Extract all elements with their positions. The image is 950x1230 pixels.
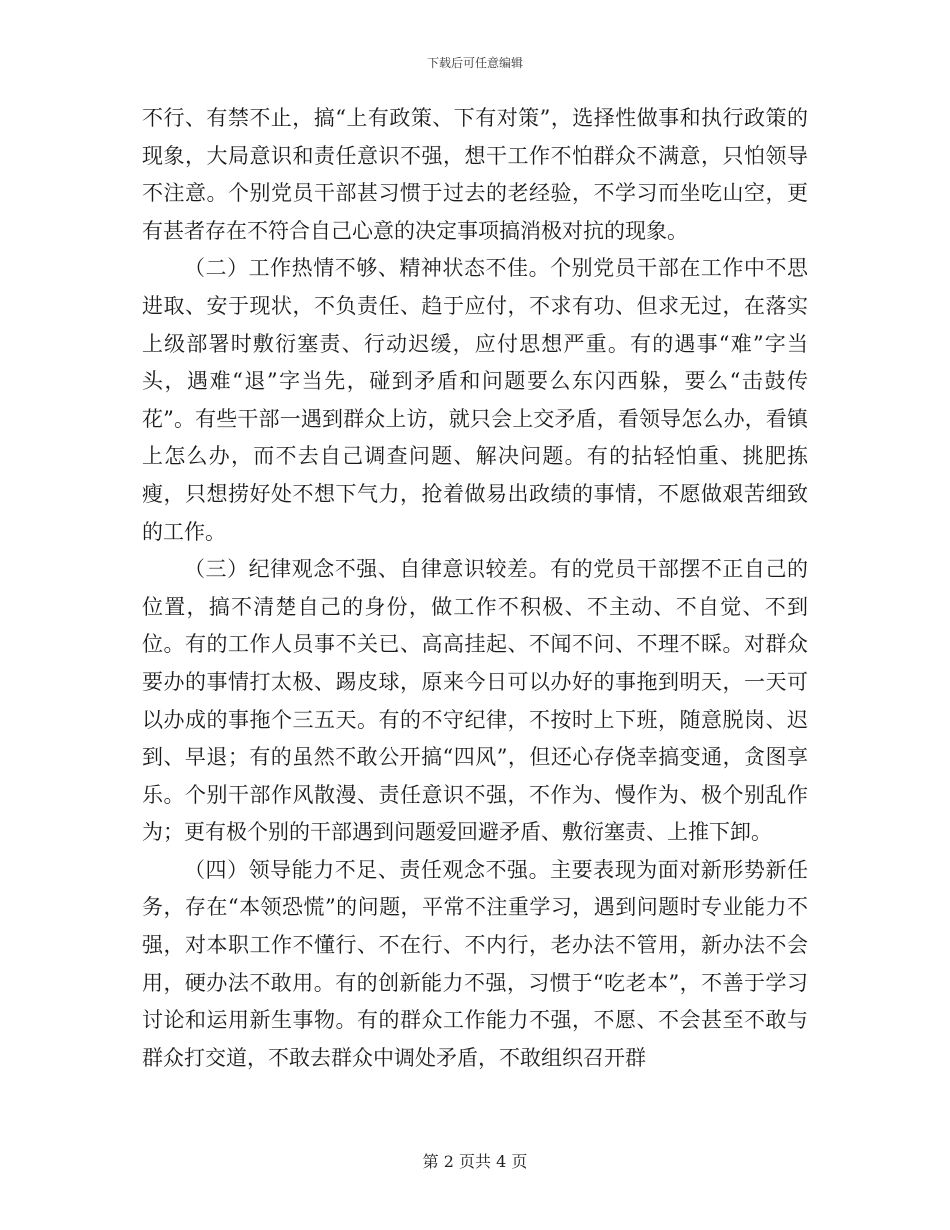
paragraph-section-3: （三）纪律观念不强、自律意识较差。有的党员干部摆不正自己的位置，搞不清楚自己的身份，做工作不积极、不主动、不自觉、不到位。有的工作人员事不关已、高高挂起、不闻不问、不理不睬。对群众要办的事情打太极、踢皮球，原来今日可以办好的事拖到明天，一天可以办成的事拖个三五天。有的不守纪律，不按时上下班，随意脱岗、迟到、早退；有的虽然不敢公开搞“四风”，但还心存侥幸搞变通，贪图享乐。个别干部作风散漫、责任意识不强，不作为、慢作为、极个别乱作为；更有极个别的干部遇到问题爱回避矛盾、敷衍塞责、上推下卸。 (142, 557, 808, 845)
paragraph-section-4: （四）领导能力不足、责任观念不强。主要表现为面对新形势新任务，存在“本领恐慌”的问题，平常不注重学习，遇到问题时专业能力不强，对本职工作不懂行、不在行、不内行，老办法不管用，新办法不会用，硬办法不敢用。有的创新能力不强，习惯于“吃老本”，不善于学习讨论和运用新生事物。有的群众工作能力不强，不愿、不会甚至不敢与群众打交道，不敢去群众中调处矛盾，不敢组织召开群 (142, 857, 808, 1070)
page-header-note: 下载后可任意编辑 (426, 56, 523, 70)
paragraph-section-2: （二）工作热情不够、精神状态不佳。个别党员干部在工作中不思进取、安于现状，不负责任、趋于应付，不求有功、但求无过，在落实上级部署时敷衍塞责、行动迟缓，应付思想严重。有的遇事“难”字当头，遇难“退”字当先，碰到矛盾和问题要么东闪西躲，要么“击鼓传花”。有些干部一遇到群众上访，就只会上交矛盾，看领导怎么办，看镇上怎么办，而不去自己调查问题、解决问题。有的拈轻怕重、挑肥拣瘦，只想捞好处不想下气力，抢着做易出政绩的事情，不愿做艰苦细致的工作。 (142, 256, 808, 544)
document-body (142, 100, 808, 1077)
page-number-footer: 第 2 页共 4 页 (422, 1152, 528, 1171)
paragraph-continuation: 不行、有禁不止，搞“上有政策、下有对策”，选择性做事和执行政策的现象，大局意识和责任意识不强，想干工作不怕群众不满意，只怕领导不注意。个别党员干部甚习惯于过去的老经验，不学习而坐吃山空，更有甚者存在不符合自己心意的决定事项搞消极对抗的现象。 (142, 106, 808, 243)
